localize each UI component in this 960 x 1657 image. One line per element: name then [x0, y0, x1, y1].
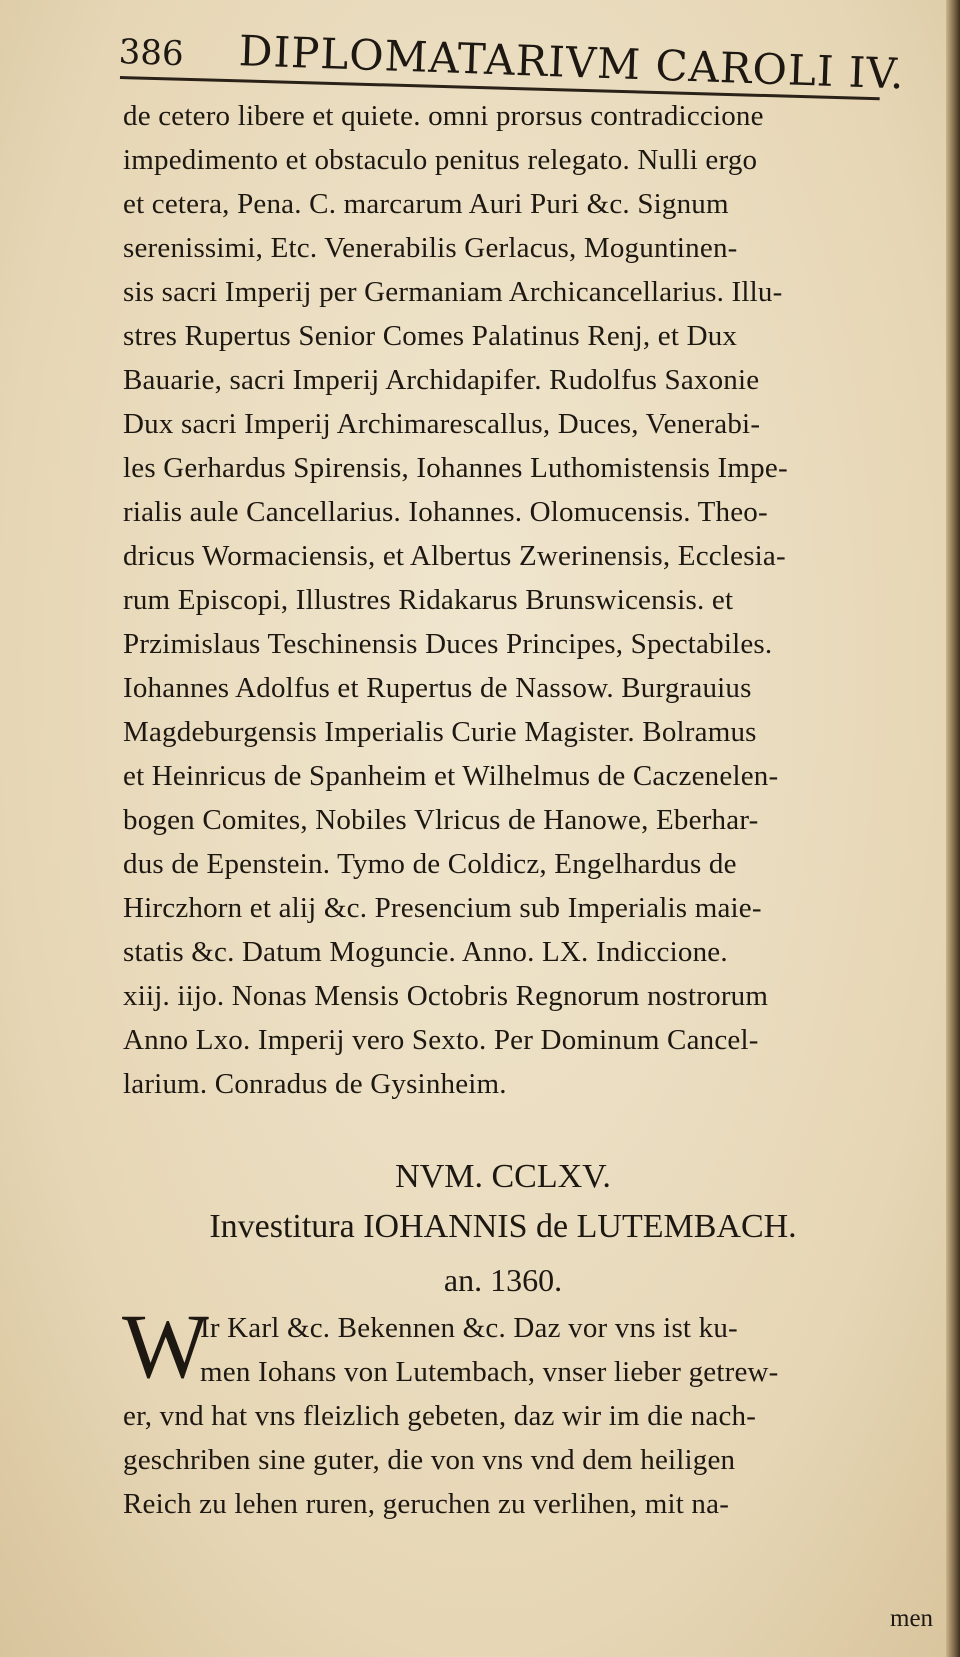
charter-line: Reich zu lehen ruren, geruchen zu verlihen, mit na-: [123, 1488, 730, 1520]
body-line: et Heinricus de Spanheim et Wilhelmus de Caczenelen-: [123, 760, 779, 792]
body-line: statis &c. Datum Moguncie. Anno. LX. Indiccione.: [123, 936, 728, 968]
body-line: rum Episcopi, Illustres Ridakarus Brunswicensis. et: [123, 584, 734, 616]
body-line: sis sacri Imperij per Germaniam Archicancellarius. Illu-: [123, 276, 783, 308]
body-line: et cetera, Pena. C. marcarum Auri Puri &c. Signum: [123, 188, 729, 220]
catchword: men: [890, 1605, 934, 1632]
body-line: Anno Lxo. Imperij vero Sexto. Per Dominum Cancel-: [123, 1024, 759, 1056]
body-line: les Gerhardus Spirensis, Iohannes Luthomistensis Impe-: [123, 452, 788, 484]
charter-line: geschriben sine guter, die von vns vnd dem heiligen: [123, 1444, 736, 1476]
body-line: stres Rupertus Senior Comes Palatinus Renj, et Dux: [123, 320, 738, 352]
body-line: Hirczhorn et alij &c. Presencium sub Imperialis maie-: [123, 892, 762, 924]
charter-line: Ir Karl &c. Bekennen &c. Daz vor vns ist ku-: [200, 1312, 738, 1344]
section-number: NVM. CCLXV.: [395, 1158, 611, 1195]
page-binding-edge: [946, 0, 960, 1657]
body-line: dus de Epenstein. Tymo de Coldicz, Engelhardus de: [123, 848, 737, 880]
body-line: Magdeburgensis Imperialis Curie Magister. Bolramus: [123, 716, 757, 748]
section-title: Investitura IOHANNIS de LUTEMBACH.: [209, 1208, 797, 1245]
drop-cap: W: [122, 1295, 209, 1397]
body-line: bogen Comites, Nobiles Vlricus de Hanowe, Eberhar-: [123, 804, 759, 836]
body-line: Bauarie, sacri Imperij Archidapifer. Rudolfus Saxonie: [123, 364, 760, 396]
body-line: de cetero libere et quiete. omni prorsus contradiccione: [123, 100, 764, 132]
body-line: Przimislaus Teschinensis Duces Principes, Spectabiles.: [123, 628, 773, 660]
body-line: serenissimi, Etc. Venerabilis Gerlacus, Moguntinen-: [123, 232, 738, 264]
body-line: rialis aule Cancellarius. Iohannes. Olomucensis. Theo-: [123, 496, 768, 528]
body-line: Iohannes Adolfus et Rupertus de Nassow. Burgrauius: [123, 672, 752, 704]
charter-line: er, vnd hat vns fleizlich gebeten, daz wir im die nach-: [123, 1400, 757, 1432]
body-line: impedimento et obstaculo penitus relegato. Nulli ergo: [123, 144, 758, 176]
body-line: Dux sacri Imperij Archimarescallus, Duces, Venerabi-: [123, 408, 761, 440]
running-head: DIPLOMATARIVM CAROLI IV.: [238, 26, 906, 99]
section-year: an. 1360.: [443, 1262, 563, 1298]
body-line: larium. Conradus de Gysinheim.: [123, 1068, 507, 1100]
charter-line: men Iohans von Lutembach, vnser lieber getrew-: [200, 1356, 779, 1388]
page-number: 386: [118, 31, 185, 75]
body-line: dricus Wormaciensis, et Albertus Zwerinensis, Ecclesia-: [123, 540, 786, 572]
body-line: xiij. iijo. Nonas Mensis Octobris Regnorum nostrorum: [123, 980, 769, 1012]
